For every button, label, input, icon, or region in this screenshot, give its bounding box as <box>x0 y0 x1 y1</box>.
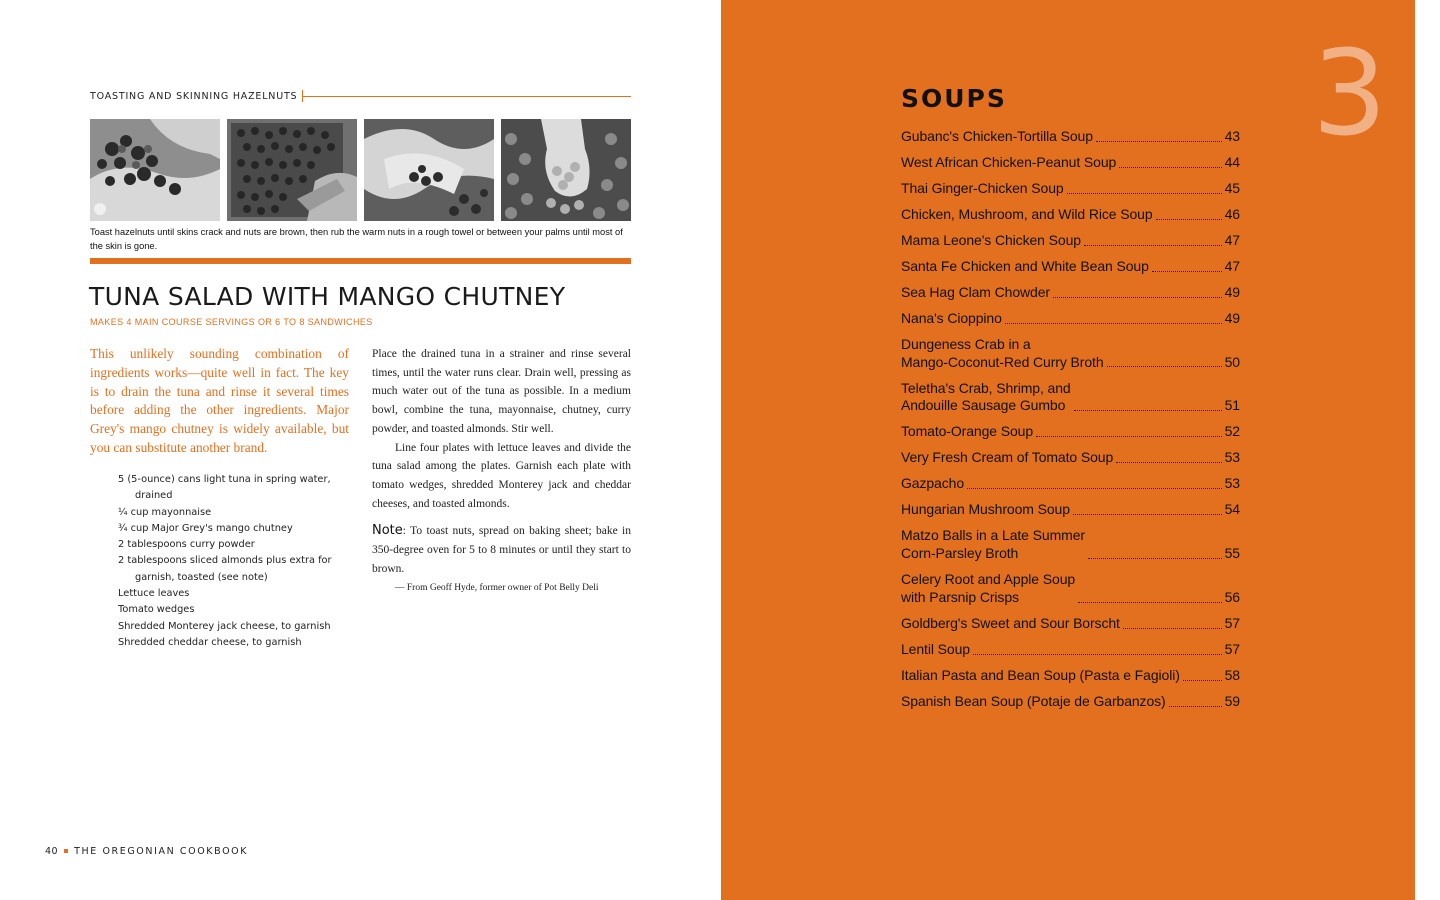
recipe-title: TUNA SALAD WITH MANGO CHUTNEY <box>89 282 566 311</box>
toc-title: Lentil Soup <box>901 640 970 657</box>
toc-leader <box>1078 602 1222 603</box>
toc-leader <box>1116 462 1221 463</box>
toc-page: 49 <box>1224 284 1240 300</box>
toc-title: Matzo Balls in a Late Summer Corn-Parsley Broth <box>901 527 1085 562</box>
book-title: THE OREGONIAN COOKBOOK <box>74 846 249 857</box>
toc-leader <box>1036 436 1222 437</box>
toc-title: Hungarian Mushroom Soup <box>901 501 1070 518</box>
toc-page: 46 <box>1224 206 1240 222</box>
toc-entry[interactable] <box>901 206 1240 224</box>
toc-page: 49 <box>1224 310 1240 326</box>
toc-entry[interactable] <box>901 475 1240 493</box>
toc-entry[interactable] <box>901 336 1240 371</box>
toc-page: 50 <box>1224 353 1240 370</box>
toc-leader <box>1005 323 1222 324</box>
toc-entry[interactable] <box>901 380 1240 415</box>
hand-pouring-skinned-hazelnuts-photo <box>501 119 631 221</box>
recipe-intro: This unlikely sounding combination of ingredients works—quite well in fact. The key is to drain the tuna and rinse it several times before adding the other ingredients. Major Grey's mango chutney is widely available, but you can substitute another brand. <box>90 346 349 455</box>
toc-title: Goldberg's Sweet and Sour Borscht <box>901 614 1120 631</box>
toc-leader <box>1183 680 1222 681</box>
toc-title: Sea Hag Clam Chowder <box>901 284 1050 300</box>
toc-leader <box>973 654 1222 655</box>
recipe-yield: MAKES 4 MAIN COURSE SERVINGS OR 6 TO 8 SANDWICHES <box>90 317 373 327</box>
toc-page: 53 <box>1224 449 1240 466</box>
ingredient-item: Tomato wedges <box>118 604 195 616</box>
ingredient-item: 2 tablespoons sliced almonds plus extra for garnish, toasted (see note) <box>118 555 332 583</box>
recipe-method <box>372 345 631 598</box>
ingredient-item: ¼ cup mayonnaise <box>118 506 212 518</box>
toc-page: 51 <box>1224 397 1240 414</box>
toc-entry[interactable] <box>901 527 1240 562</box>
toc-entry[interactable] <box>901 154 1240 172</box>
toc-entry[interactable] <box>901 258 1240 276</box>
toc-leader <box>1169 706 1222 707</box>
toc-page: 54 <box>1224 501 1240 518</box>
photo-strip <box>90 119 631 221</box>
toc-title: Dungeness Crab in a Mango-Coconut-Red Curry Broth <box>901 336 1104 370</box>
toc-title: Chicken, Mushroom, and Wild Rice Soup <box>901 206 1153 222</box>
toc-page: 58 <box>1224 666 1240 683</box>
toc-page: 45 <box>1224 180 1240 196</box>
toc-entry[interactable] <box>901 667 1240 685</box>
toc-entry[interactable] <box>901 128 1240 146</box>
ingredient-item: 2 tablespoons curry powder <box>118 539 255 551</box>
photo-caption: Toast hazelnuts until skins crack and nuts are brown, then rub the warm nuts in a rough towel or between your palms until most of the skin is gone. <box>90 227 623 251</box>
toc-leader <box>1152 271 1222 272</box>
toc-page: 59 <box>1224 692 1240 709</box>
toc-page: 57 <box>1224 640 1240 657</box>
toc-entry[interactable] <box>901 310 1240 328</box>
toc-title: Mama Leone's Chicken Soup <box>901 232 1081 248</box>
toc-page: 53 <box>1224 475 1240 492</box>
toc-leader <box>1067 193 1222 194</box>
toc-entry[interactable] <box>901 449 1240 467</box>
section-title: SOUPS <box>901 84 1007 113</box>
ingredient-item: Shredded Monterey jack cheese, to garnish <box>118 620 331 632</box>
toc-leader <box>1123 628 1222 629</box>
table-of-contents <box>901 128 1240 719</box>
sidebar-title-rule <box>303 96 631 97</box>
toc-page: 44 <box>1224 154 1240 170</box>
toc-leader <box>1073 514 1222 515</box>
toc-title: Gubanc's Chicken-Tortilla Soup <box>901 128 1093 144</box>
folio-bullet <box>64 849 68 853</box>
method-paragraph: Place the drained tuna in a strainer and rinse several times, until the water runs clear. Drain well, pressing as much water out of the tuna as possible. In a medium bowl, combine the tuna, mayonnaise, chutney, curry powder, and toasted almonds. Stir well. <box>372 348 631 435</box>
recipe-source: — From Geoff Hyde, former owner of Pot Belly Deli <box>395 583 599 594</box>
toc-entry[interactable] <box>901 232 1240 250</box>
toc-title: Santa Fe Chicken and White Bean Soup <box>901 258 1149 274</box>
note-text: : To toast nuts, spread on baking sheet; bake in 350-degree oven for 5 to 8 minutes or until they start to brown. <box>372 525 631 575</box>
toc-leader <box>1053 297 1222 298</box>
toc-page: 56 <box>1224 588 1240 605</box>
toc-page: 47 <box>1224 258 1240 274</box>
toc-leader <box>1096 141 1222 142</box>
toc-title: Thai Ginger-Chicken Soup <box>901 180 1064 196</box>
toc-title: West African Chicken-Peanut Soup <box>901 154 1117 170</box>
hazelnuts-in-towel-photo <box>364 119 494 221</box>
section-divider-bar <box>90 258 631 264</box>
toc-leader <box>967 488 1222 489</box>
toc-title: Teletha's Crab, Shrimp, and Andouille Sausage Gumbo <box>901 379 1071 414</box>
toc-title: Italian Pasta and Bean Soup (Pasta e Fagioli) <box>901 666 1180 683</box>
toc-leader <box>1156 219 1222 220</box>
toc-entry[interactable] <box>901 284 1240 302</box>
toc-title: Celery Root and Apple Soup with Parsnip Crisps <box>901 571 1076 605</box>
ingredient-item: ¾ cup Major Grey's mango chutney <box>118 522 293 534</box>
hazelnuts-on-baking-sheet-photo <box>227 119 357 221</box>
sidebar-title: TOASTING AND SKINNING HAZELNUTS <box>90 90 298 102</box>
toc-leader <box>1119 167 1221 168</box>
toc-title: Tomato-Orange Soup <box>901 423 1034 440</box>
hands-holding-hazelnuts-photo <box>90 119 220 221</box>
toc-title: Very Fresh Cream of Tomato Soup <box>901 449 1114 466</box>
toc-entry[interactable] <box>901 641 1240 659</box>
toc-title: Nana's Cioppino <box>901 310 1002 326</box>
toc-page: 43 <box>1224 128 1240 144</box>
chapter-number: 3 <box>1312 24 1388 162</box>
toc-leader <box>1107 366 1222 367</box>
toc-page: 55 <box>1224 545 1240 562</box>
page-number: 40 <box>45 846 59 857</box>
toc-entry[interactable] <box>901 571 1240 606</box>
ingredient-item: Lettuce leaves <box>118 588 190 600</box>
page-folio <box>45 846 248 857</box>
toc-leader <box>1088 558 1222 559</box>
sidebar-header <box>90 89 631 103</box>
toc-leader <box>1074 410 1222 411</box>
ingredient-list <box>118 472 358 651</box>
toc-entry[interactable] <box>901 180 1240 198</box>
recipe-note <box>372 522 631 578</box>
toc-entry[interactable] <box>901 615 1240 633</box>
toc-entry[interactable] <box>901 693 1240 711</box>
toc-leader <box>1084 245 1222 246</box>
note-label: Note <box>372 523 403 539</box>
toc-page: 47 <box>1224 232 1240 248</box>
method-paragraph: Line four plates with lettuce leaves and divide the tuna salad among the plates. Garnish each plate with tomato wedges, shredded Monterey jack and cheddar cheeses, and toasted almonds. <box>372 441 631 510</box>
toc-title: Gazpacho <box>901 475 965 492</box>
toc-page: 52 <box>1224 423 1240 440</box>
toc-page: 57 <box>1224 614 1240 631</box>
toc-entry[interactable] <box>901 423 1240 441</box>
page-edge <box>1415 0 1440 900</box>
ingredient-item: 5 (5-ounce) cans light tuna in spring water, drained <box>118 474 331 502</box>
toc-title: Spanish Bean Soup (Potaje de Garbanzos) <box>901 692 1166 709</box>
toc-entry[interactable] <box>901 501 1240 519</box>
ingredient-item: Shredded cheddar cheese, to garnish <box>118 636 302 648</box>
